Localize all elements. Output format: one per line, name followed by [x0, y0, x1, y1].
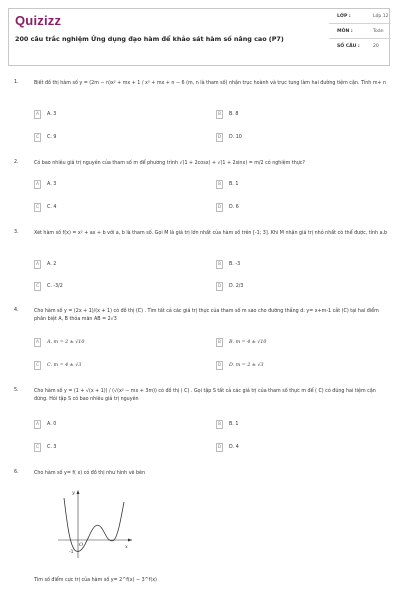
option-text: D. 10 [229, 135, 242, 140]
option-5a[interactable] [34, 420, 194, 432]
y-axis-arrow-icon [77, 490, 80, 494]
option-letter: A [35, 112, 39, 117]
option-text: B. -3 [229, 262, 241, 267]
option-text: A. 2 [47, 262, 57, 267]
meta-row-class: LỚP : Lớp 12 [329, 9, 391, 24]
option-3b[interactable] [216, 260, 376, 272]
option-2d[interactable] [216, 203, 376, 215]
option-letter: B [217, 182, 221, 187]
option-3c[interactable] [34, 282, 194, 294]
option-letter: C [35, 205, 40, 210]
option-4a[interactable] [34, 338, 194, 350]
option-letter: B [217, 340, 221, 345]
option-letter: D [217, 445, 222, 450]
option-1c[interactable] [34, 133, 194, 145]
meta-table [329, 9, 391, 65]
question-number: 4. [14, 308, 19, 313]
option-2a[interactable] [34, 180, 194, 192]
x-axis-label: x [125, 544, 128, 550]
option-text: B. m = 4 ± √10 [229, 340, 267, 345]
question-text: Cho hàm số y = (2x + 1)/(x + 1) có đồ thị (C) . Tìm tất cả các giá trị thực của tham số m sao cho đường thẳng d: y= x+m-1 cắt (C) tại hai điểm phân biệt A, B thỏa mãn AB = 2√3 [34, 309, 379, 322]
question-number: 1. [14, 80, 19, 85]
option-4c[interactable] [34, 361, 194, 373]
option-text: B. 1 [229, 422, 239, 427]
option-letter: A [35, 262, 39, 267]
question-number: 2. [14, 160, 19, 165]
question-text: Có bao nhiêu giá trị nguyên của tham số m để phương trình √(1 + 2cosx) + √(1 + 2sinx) = m/2 có nghiệm thực? [34, 161, 305, 166]
quizizz-logo: Quizizz [15, 13, 62, 28]
option-letter: C [35, 445, 40, 450]
y-axis-label: y [72, 490, 75, 496]
option-letter: C [35, 284, 40, 289]
document-title: 200 câu trắc nghiệm Ứng dụng đạo hàm để khảo sát hàm số nâng cao (P7) [15, 35, 284, 43]
option-4d[interactable] [216, 361, 376, 373]
option-3d[interactable] [216, 282, 376, 294]
option-letter: A [35, 182, 39, 187]
option-letter: B [217, 422, 221, 427]
option-text: C. 3 [47, 445, 57, 450]
option-letter: C [35, 135, 40, 140]
option-text: A. 3 [47, 182, 57, 187]
option-3a[interactable] [34, 260, 194, 272]
option-4b[interactable] [216, 338, 376, 350]
function-curve [64, 498, 124, 551]
option-1a[interactable] [34, 110, 194, 122]
option-text: D. 4 [229, 445, 239, 450]
function-graph [58, 488, 134, 560]
option-text: D. 2/3 [229, 284, 244, 289]
option-letter: D [217, 363, 222, 368]
meta-row-count: SỐ CÂU : 20 [337, 44, 379, 49]
option-letter: D [217, 284, 222, 289]
question-text: Xét hàm số f(x) = x² + ax + b với a, b là tham số. Gọi M là giá trị lớn nhất của hàm số trên [-1; 3]. Khi M nhận giá trị nhỏ nhất có thể được, tính a.b [34, 231, 388, 236]
question-text: Cho hàm số y= f( x) có đồ thị như hình vẽ bên [34, 471, 146, 476]
worksheet-header [8, 8, 390, 66]
option-5c[interactable] [34, 443, 194, 455]
option-letter: B [217, 262, 221, 267]
x-axis-arrow-icon [128, 539, 132, 542]
option-letter: A [35, 340, 39, 345]
option-text: D. m = 2 ± √3 [229, 363, 264, 368]
option-1d[interactable] [216, 133, 376, 145]
option-text: A. 0 [47, 422, 57, 427]
question-number: 6. [14, 470, 19, 475]
option-text: B. 1 [229, 182, 239, 187]
option-text: D. 6 [229, 205, 239, 210]
option-2c[interactable] [34, 203, 194, 215]
option-text: A. m = 2 ± √10 [47, 340, 85, 345]
option-5b[interactable] [216, 420, 376, 432]
question-6-prompt: Tìm số điểm cực trị của hàm số y= 2^f(x) − 3^f(x) [34, 578, 157, 583]
option-letter: A [35, 422, 39, 427]
option-text: C. 9 [47, 135, 57, 140]
option-5d[interactable] [216, 443, 376, 455]
option-text: C. 4 [47, 205, 57, 210]
option-2b[interactable] [216, 180, 376, 192]
option-1b[interactable] [216, 110, 376, 122]
option-text: B. 8 [229, 112, 239, 117]
option-text: C. -3/2 [47, 284, 63, 289]
option-letter: D [217, 205, 222, 210]
origin-label: O [79, 542, 84, 548]
question-number: 3. [14, 230, 19, 235]
option-letter: D [217, 135, 222, 140]
option-text: C. m = 4 ± √3 [47, 363, 82, 368]
question-number: 5. [14, 388, 19, 393]
question-text: Biết đồ thị hàm số y = (2m − n)x² + mx + 1 / x² + mx + n − 6 (m, n là tham số) nhận trục hoành và trục tung làm hai đường tiệm cận. Tính m+ n [34, 81, 387, 86]
minus-one-label: -1 [69, 550, 74, 555]
meta-row-subject: MÔN : Toán [329, 24, 391, 39]
option-text: A. 3 [47, 112, 57, 117]
option-letter: B [217, 112, 221, 117]
question-text: Cho hàm số y = (1 + √(x + 1)) / (√(x² − mx + 3m)) có đồ thị ( C) . Gọi tập S tất cả các giá trị của tham số thực m để ( C) có đúng hai tiệm cận đứng. Hỏi tập S có bao nhiêu giá trị nguyên [34, 389, 376, 402]
option-letter: C [35, 363, 40, 368]
